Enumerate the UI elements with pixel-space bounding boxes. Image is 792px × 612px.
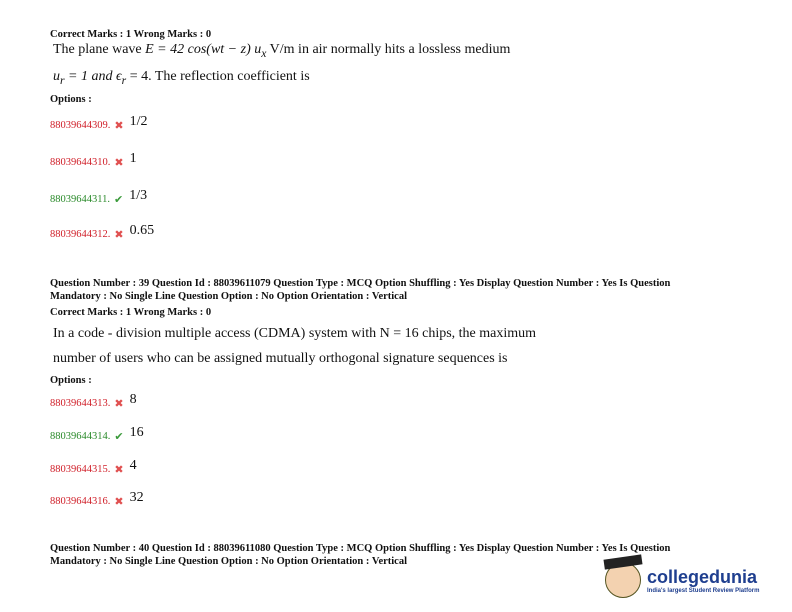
option-item (50, 114, 148, 133)
option-id: 88039644311. (50, 193, 110, 205)
check-icon: ✔ (114, 430, 124, 443)
options-label: Options : (50, 94, 92, 105)
option-item (50, 223, 155, 242)
check-icon: ✔ (114, 193, 124, 206)
cross-icon: ✖ (114, 463, 124, 476)
option-item (50, 392, 137, 411)
option-id: 88039644309. (50, 119, 111, 131)
option-id: 88039644315. (50, 463, 111, 475)
option-item (50, 425, 144, 444)
option-text: 8 (129, 392, 137, 407)
option-text: 16 (129, 425, 144, 440)
question-header: Mandatory : No Single Line Question Option : No Option Orientation : Vertical (50, 556, 408, 567)
cross-icon: ✖ (114, 119, 124, 132)
question-text: $u_r = 1$ and $\epsilon_r = 4$. The reflection coefficient is (53, 69, 310, 87)
logo-tagline: India's largest Student Review Platform (647, 587, 760, 594)
option-id: 88039644310. (50, 156, 111, 168)
cross-icon: ✖ (114, 228, 124, 241)
logo-name: collegedunia (647, 566, 758, 587)
option-text: 0.65 (129, 223, 155, 238)
option-item (50, 151, 137, 170)
option-text: 1 (129, 151, 137, 166)
question-header: Question Number : 40 Question Id : 88039611080 Question Type : MCQ Option Shuffling : Yes Display Question Number : Yes Is Question (50, 543, 671, 554)
mascot-icon (605, 562, 641, 598)
option-id: 88039644312. (50, 228, 111, 240)
option-text: 4 (129, 458, 137, 473)
option-item (50, 188, 148, 207)
question-text: The plane wave E = 42 cos(wt − z) $u_x$ V/m in air normally hits a lossless medium (53, 42, 511, 60)
option-id: 88039644313. (50, 397, 111, 409)
collegedunia-logo (605, 562, 759, 598)
option-text: 32 (129, 490, 144, 505)
question-header: Question Number : 39 Question Id : 88039611079 Question Type : MCQ Option Shuffling : Yes Display Question Number : Yes Is Question (50, 278, 671, 289)
options-label: Options : (50, 375, 92, 386)
question-text: In a code - division multiple access (CDMA) system with N = 16 chips, the maximum (53, 326, 537, 341)
option-id: 88039644316. (50, 495, 111, 507)
option-id: 88039644314. (50, 430, 111, 442)
option-text: 1/3 (129, 188, 148, 203)
cross-icon: ✖ (114, 397, 124, 410)
option-item (50, 490, 144, 509)
question-text: number of users who can be assigned mutually orthogonal signature sequences is (53, 351, 508, 366)
cross-icon: ✖ (114, 156, 124, 169)
option-text: 1/2 (129, 114, 148, 129)
question-header: Mandatory : No Single Line Question Option : No Option Orientation : Vertical (50, 291, 408, 302)
cross-icon: ✖ (114, 495, 124, 508)
option-item (50, 458, 137, 477)
marks-info: Correct Marks : 1 Wrong Marks : 0 (50, 29, 212, 40)
marks-info: Correct Marks : 1 Wrong Marks : 0 (50, 307, 212, 318)
